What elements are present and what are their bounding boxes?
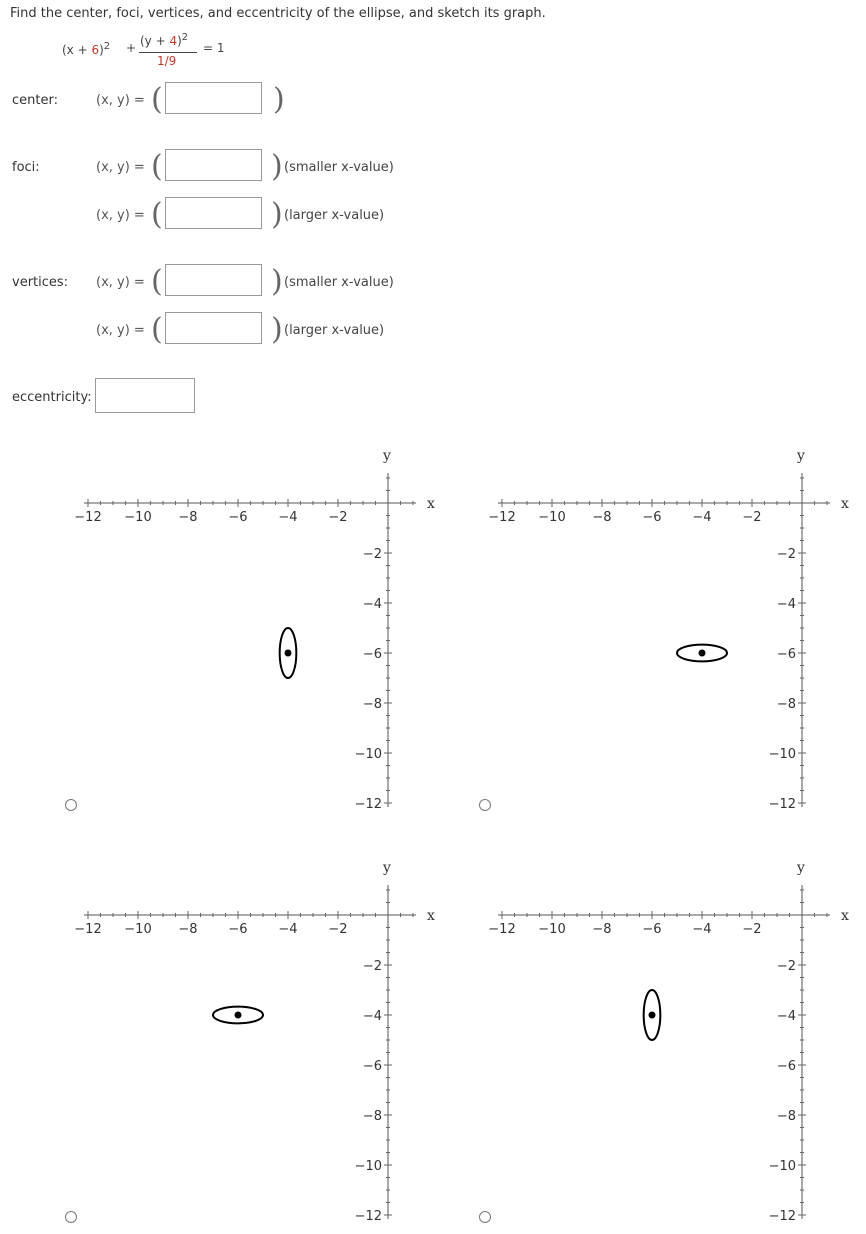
vertices-smaller-note: (smaller x-value) xyxy=(284,275,394,290)
y-tick-label: −8 xyxy=(362,1109,382,1124)
y-axis-label: y xyxy=(797,448,805,464)
x-tick-label: −8 xyxy=(178,510,198,525)
graph-option-c xyxy=(74,860,435,1224)
foci-larger-open-paren: ( xyxy=(151,197,163,232)
center-label: center: xyxy=(12,93,58,108)
option-c-radio[interactable] xyxy=(65,1211,77,1223)
y-tick-label: −2 xyxy=(776,959,796,974)
y-tick-label: −10 xyxy=(768,1159,796,1174)
x-axis-label: x xyxy=(841,496,849,512)
x-tick-label: −4 xyxy=(692,922,712,937)
x-tick-label: −8 xyxy=(592,922,612,937)
x-tick-label: −10 xyxy=(124,922,152,937)
x-tick-label: −10 xyxy=(124,510,152,525)
x-tick-label: −6 xyxy=(642,510,662,525)
vertices-larger-open-paren: ( xyxy=(151,312,163,347)
y-tick-label: −8 xyxy=(776,697,796,712)
ellipse-center-dot xyxy=(285,650,292,657)
y-tick-label: −4 xyxy=(776,1009,796,1024)
x-tick-label: −12 xyxy=(74,922,102,937)
eccentricity-label: eccentricity: xyxy=(12,390,92,405)
graph-option-b xyxy=(488,448,849,812)
x-tick-label: −6 xyxy=(228,922,248,937)
x-tick-label: −10 xyxy=(538,510,566,525)
equation-frac-numerator: $(y + 4)^2$ xyxy=(140,32,189,48)
y-tick-label: −6 xyxy=(362,1059,382,1074)
foci-smaller-open-paren: ( xyxy=(151,149,163,184)
x-tick-label: −2 xyxy=(328,510,348,525)
equation-plus: + xyxy=(126,41,137,55)
x-tick-label: −12 xyxy=(74,510,102,525)
vertices-smaller-open-paren: ( xyxy=(151,264,163,299)
center-xy-label: (x, y) = xyxy=(96,93,145,108)
x-tick-label: −10 xyxy=(538,922,566,937)
x-tick-label: −12 xyxy=(488,922,516,937)
x-axis-label: x xyxy=(841,908,849,924)
foci-larger-close-paren: ) xyxy=(271,197,283,232)
x-tick-label: −2 xyxy=(742,922,762,937)
vertices-label: vertices: xyxy=(12,275,69,290)
foci-smaller-xy-label: (x, y) = xyxy=(96,160,145,175)
problem-prompt: Find the center, foci, vertices, and eccentricity of the ellipse, and sketch its graph. xyxy=(10,6,546,21)
y-tick-label: −10 xyxy=(768,747,796,762)
foci-smaller-note: (smaller x-value) xyxy=(284,160,394,175)
ellipse-center-dot xyxy=(235,1012,242,1019)
option-b-radio[interactable] xyxy=(479,799,491,811)
x-tick-label: −4 xyxy=(278,922,298,937)
y-tick-label: −4 xyxy=(362,597,382,612)
y-tick-label: −10 xyxy=(354,1159,382,1174)
y-tick-label: −12 xyxy=(768,797,796,812)
y-tick-label: −2 xyxy=(362,547,382,562)
y-tick-label: −6 xyxy=(362,647,382,662)
x-tick-label: −8 xyxy=(178,922,198,937)
option-a-radio[interactable] xyxy=(65,799,77,811)
y-tick-label: −12 xyxy=(354,797,382,812)
x-axis-label: x xyxy=(427,496,435,512)
x-tick-label: −2 xyxy=(328,922,348,937)
vertices-larger-xy-label: (x, y) = xyxy=(96,323,145,338)
x-tick-label: −2 xyxy=(742,510,762,525)
vertices-smaller-xy-label: (x, y) = xyxy=(96,275,145,290)
y-tick-label: −4 xyxy=(362,1009,382,1024)
x-axis-label: x xyxy=(427,908,435,924)
x-tick-label: −12 xyxy=(488,510,516,525)
x-tick-label: −6 xyxy=(228,510,248,525)
center-close-paren: ) xyxy=(273,82,285,117)
y-tick-label: −6 xyxy=(776,647,796,662)
y-tick-label: −12 xyxy=(768,1209,796,1224)
x-tick-label: −4 xyxy=(278,510,298,525)
y-tick-label: −2 xyxy=(776,547,796,562)
y-tick-label: −6 xyxy=(776,1059,796,1074)
foci-smaller-close-paren: ) xyxy=(271,149,283,184)
vertices-larger-close-paren: ) xyxy=(271,312,283,347)
foci-label: foci: xyxy=(12,160,40,175)
equation-term1: $(x + 6)^2$ xyxy=(62,41,111,57)
y-axis-label: y xyxy=(383,448,391,464)
y-tick-label: −2 xyxy=(362,959,382,974)
y-tick-label: −8 xyxy=(362,697,382,712)
graph-option-a xyxy=(74,448,435,812)
option-d-radio[interactable] xyxy=(479,1211,491,1223)
vertices-smaller-close-paren: ) xyxy=(271,264,283,299)
y-tick-label: −10 xyxy=(354,747,382,762)
y-tick-label: −12 xyxy=(354,1209,382,1224)
vertices-larger-note: (larger x-value) xyxy=(284,323,385,338)
foci-larger-note: (larger x-value) xyxy=(284,208,385,223)
equation-frac-denominator: 1/9 xyxy=(157,54,177,68)
foci-larger-xy-label: (x, y) = xyxy=(96,208,145,223)
y-tick-label: −4 xyxy=(776,597,796,612)
graph-option-d xyxy=(488,860,849,1224)
x-tick-label: −8 xyxy=(592,510,612,525)
y-axis-label: y xyxy=(797,860,805,876)
center-open-paren: ( xyxy=(151,82,163,117)
equation-equals: = 1 xyxy=(203,41,225,55)
ellipse-center-dot xyxy=(699,650,706,657)
x-tick-label: −4 xyxy=(692,510,712,525)
y-tick-label: −8 xyxy=(776,1109,796,1124)
x-tick-label: −6 xyxy=(642,922,662,937)
ellipse-center-dot xyxy=(649,1012,656,1019)
y-axis-label: y xyxy=(383,860,391,876)
